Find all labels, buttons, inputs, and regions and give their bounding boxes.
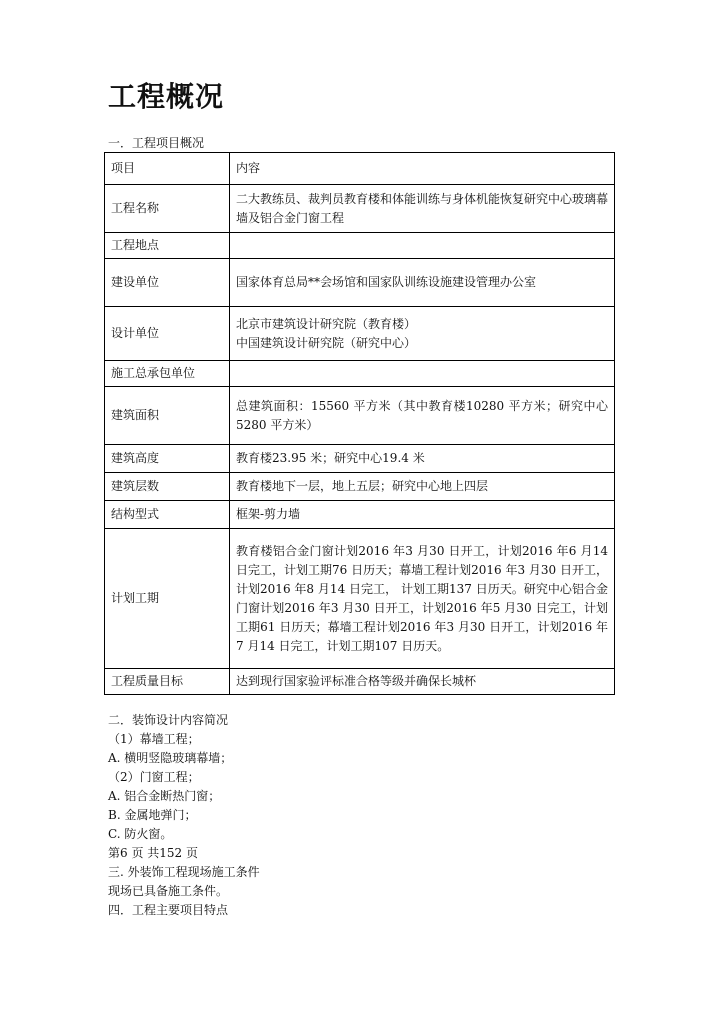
section-4-heading: 四．工程主要项目特点 <box>108 903 229 917</box>
section-3-text: 现场已具备施工条件。 <box>108 884 229 898</box>
row-label: 结构型式 <box>105 501 230 529</box>
table-row <box>105 185 615 233</box>
row-label: 建筑面积 <box>105 387 230 445</box>
table-row <box>105 529 615 669</box>
row-value: 教育楼23.95 米；研究中心19.4 米 <box>230 445 615 473</box>
table-row <box>105 501 615 529</box>
row-label: 工程质量目标 <box>105 669 230 695</box>
section-2-line: （2）门窗工程； <box>108 770 200 784</box>
row-label: 施工总承包单位 <box>105 361 230 387</box>
table-header-row <box>105 153 615 185</box>
section-3-heading: 三. 外装饰工程现场施工条件 <box>108 865 260 879</box>
table-header-item: 项目 <box>105 153 230 185</box>
row-label: 工程地点 <box>105 233 230 259</box>
page-marker: 第6 页 共152 页 <box>108 846 198 860</box>
row-value <box>230 307 615 361</box>
section-2-heading: 二．装饰设计内容简况 <box>108 713 229 727</box>
row-label: 设计单位 <box>105 307 230 361</box>
design-unit-line-2: 中国建筑设计研究院（研究中心） <box>236 335 417 350</box>
row-value: 总建筑面积：15560 平方米（其中教育楼10280 平方米；研究中心5280 平方米） <box>230 387 615 445</box>
row-value: 国家体育总局**会场馆和国家队训练设施建设管理办公室 <box>230 259 615 307</box>
table-row <box>105 307 615 361</box>
table-row <box>105 445 615 473</box>
section-2-line: A. 铝合金断热门窗； <box>108 789 221 803</box>
table-row <box>105 387 615 445</box>
project-overview-table <box>104 152 615 695</box>
table-row <box>105 669 615 695</box>
document-title: 工程概况 <box>108 80 225 113</box>
table-row <box>105 233 615 259</box>
table-header-content: 内容 <box>230 153 615 185</box>
row-label: 工程名称 <box>105 185 230 233</box>
row-label: 建设单位 <box>105 259 230 307</box>
section-2-line: A. 横明竖隐玻璃幕墙； <box>108 751 233 765</box>
design-unit-line-1: 北京市建筑设计研究院（教育楼） <box>236 316 417 331</box>
table-row <box>105 259 615 307</box>
table-row <box>105 361 615 387</box>
row-value <box>230 361 615 387</box>
section-2-line: B. 金属地弹门； <box>108 808 197 822</box>
row-value: 教育楼铝合金门窗计划2016 年3 月30 日开工，计划2016 年6 月14 日完工，计划工期76 日历天；幕墙工程计划2016 年3 月30 日开工，计划2016 年8 月14 日完工， 计划工期137 日历天。研究中心铝合金门窗计划2016 年3 月30 日开工，计划2016 年5 月30 日完工，计划工期61 日历天；幕墙工程计划2016 年3 月30 日开工，计划2016 年7 月14 日完工，计划工期107 日历天。 <box>230 529 615 669</box>
row-value: 达到现行国家验评标准合格等级并确保长城杯 <box>230 669 615 695</box>
table-row <box>105 473 615 501</box>
section-2-line: （1）幕墙工程； <box>108 732 200 746</box>
section-1-heading: 一．工程项目概况 <box>108 136 205 150</box>
section-2-line: C. 防火窗。 <box>108 827 173 841</box>
row-label: 建筑层数 <box>105 473 230 501</box>
row-value: 二大教练员、裁判员教育楼和体能训练与身体机能恢复研究中心玻璃幕墙及铝合金门窗工程 <box>230 185 615 233</box>
row-label: 计划工期 <box>105 529 230 669</box>
row-value: 教育楼地下一层，地上五层；研究中心地上四层 <box>230 473 615 501</box>
row-label: 建筑高度 <box>105 445 230 473</box>
row-value: 框架-剪力墙 <box>230 501 615 529</box>
row-value <box>230 233 615 259</box>
